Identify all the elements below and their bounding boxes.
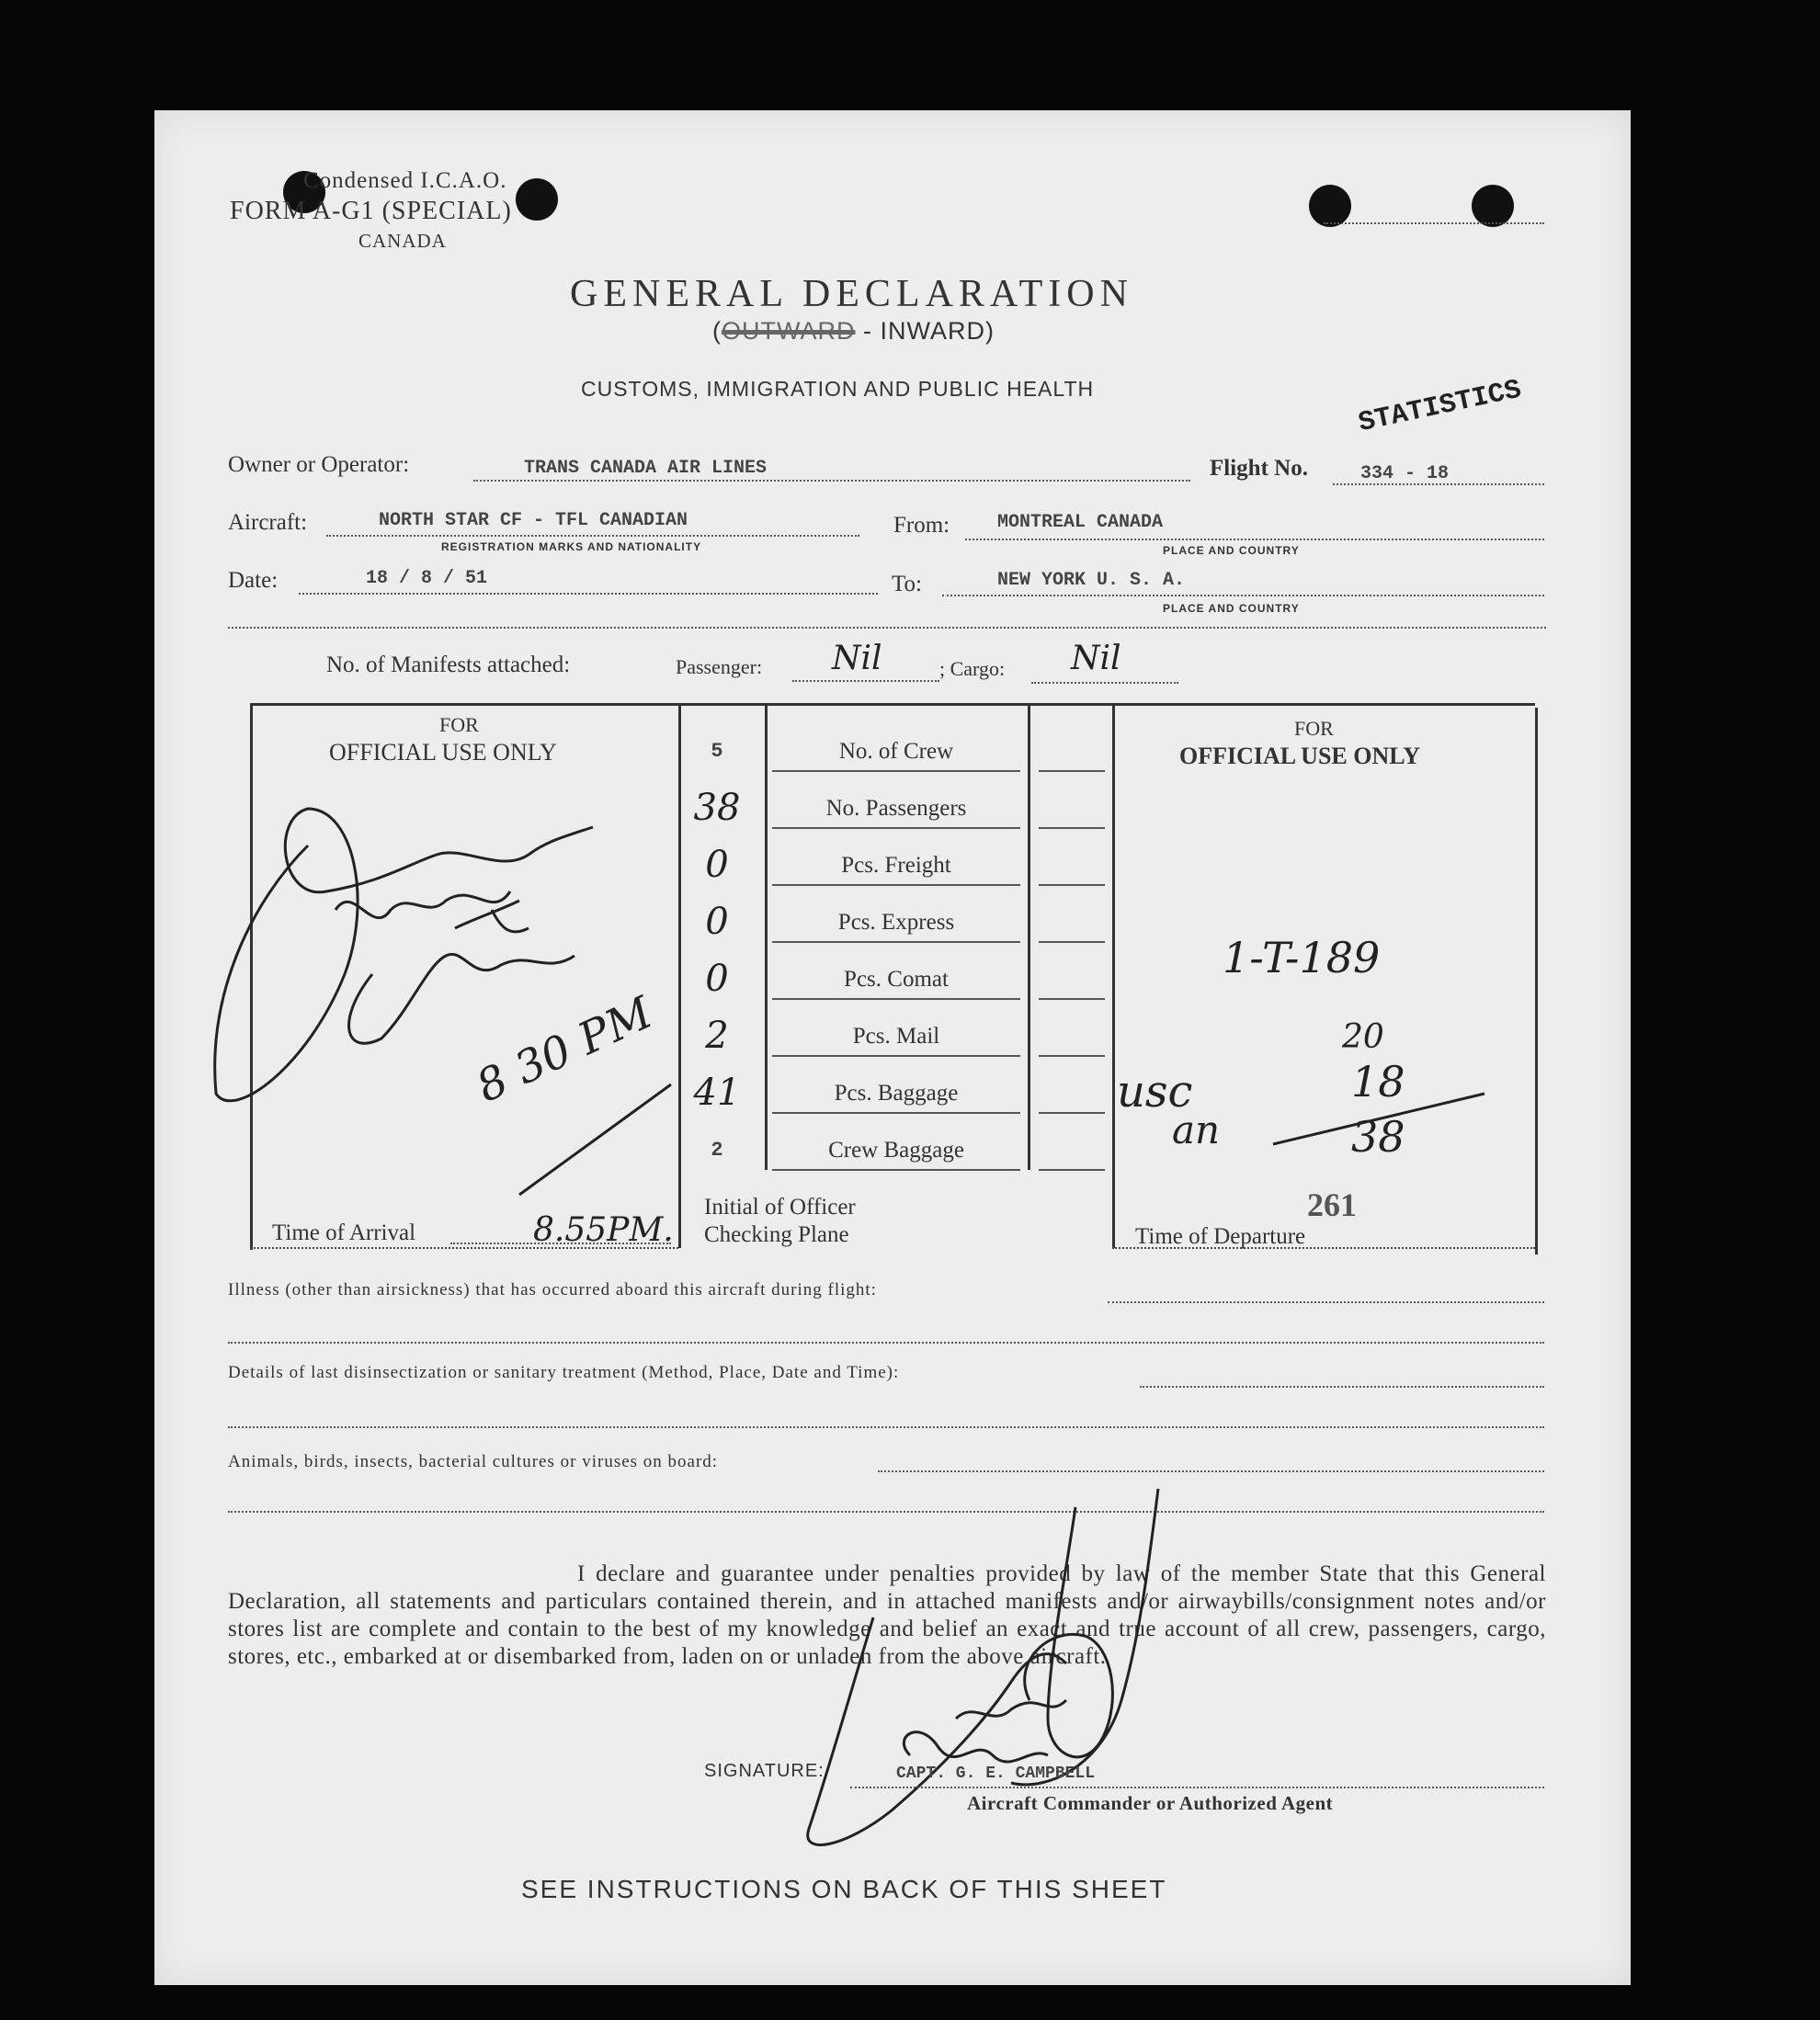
manifest-row-line [772,827,1020,829]
form-header-line1: Condensed I.C.A.O. [303,168,507,193]
header-dotted-line [1324,222,1544,224]
signature-caption: Aircraft Commander or Authorized Agent [967,1792,1334,1814]
signature-typed: CAPT. G. E. CAMPBELL [896,1765,1096,1783]
manifest-value: 0 [705,901,729,943]
right-note-4: 38 [1351,1112,1405,1162]
punch-hole-center [516,178,558,221]
subtitle-inward: - INWARD) [855,317,995,345]
owner-line [473,480,1190,482]
manifest-label: Pcs. Comat [844,967,949,992]
time-of-departure-label: Time of Departure [1135,1224,1306,1249]
to-caption: PLACE AND COUNTRY [1163,602,1300,615]
from-label: From: [893,513,950,538]
right-official-for: FOR [1294,717,1334,740]
cargo-value: Nil [1071,640,1121,677]
to-line [942,595,1544,596]
date-line [299,593,878,595]
manifest-label: No. of Crew [838,739,954,764]
right-official-title: OFFICIAL USE ONLY [1179,743,1420,769]
aircraft-line [326,535,859,537]
right-number: 261 [1307,1186,1357,1223]
illness-line-1 [1108,1301,1544,1303]
left-official-title: OFFICIAL USE ONLY [329,739,557,766]
manifest-value: 2 [711,1139,723,1162]
manifest-row-line [772,1169,1020,1171]
signature-label: SIGNATURE: [704,1761,825,1781]
illness-line-2 [228,1342,1544,1344]
right-note-2: 20 [1342,1018,1384,1056]
manifest-label: Pcs. Mail [852,1024,940,1049]
manifest-row-line [772,770,1020,772]
manifest-value: 0 [705,958,729,1000]
punch-hole-right-1 [1309,185,1351,227]
footer-instructions: SEE INSTRUCTIONS ON BACK OF THIS SHEET [521,1875,1167,1903]
table-divider-4 [1112,706,1115,1248]
manifest-check-line [1039,1112,1105,1114]
aircraft-value: NORTH STAR CF - TFL CANADIAN [379,510,688,531]
passenger-label: Passenger: [676,655,763,678]
manifest-row-line [772,1055,1020,1057]
flight-no-value: 334 - 18 [1360,463,1450,484]
flight-no-label: Flight No. [1210,456,1308,481]
manifest-value: 0 [705,844,729,886]
right-note-usc: usc [1117,1066,1193,1118]
separator-line [228,627,1546,629]
manifest-row-line [772,884,1020,886]
aircraft-label: Aircraft: [228,510,308,535]
date-value: 18 / 8 / 51 [366,568,488,589]
form-header-line3: CANADA [358,230,447,252]
subtitle-struck: OUTWARD [722,317,856,345]
subtitle-open: ( [712,317,722,345]
manifest-label: Crew Baggage [828,1138,964,1163]
manifest-value: 5 [711,740,723,763]
cargo-line [1031,682,1178,684]
to-label: To: [892,572,922,596]
arrival-value: 8.55PM. [533,1211,674,1249]
disinsect-line-2 [228,1426,1544,1428]
declaration-text: I declare and guarantee under penalties provided by law of the member State that this General Declaration, all statements and particulars contained therein, and in attached manifests and/or airwaybills/consignment notes and/or stores list are complete and contain to the best of my knowledge and belief an exact and true account of all crew, passengers, cargo, stores, etc., embarked at or disembarked from, laden on or unladen from the above aircraft. [228,1561,1546,1669]
from-value: MONTREAL CANADA [997,512,1164,533]
manifest-value: 41 [693,1072,741,1114]
manifest-check-line [1039,1169,1105,1171]
manifest-check-line [1039,770,1105,772]
manifest-check-line [1039,884,1105,886]
disinsect-line-1 [1140,1386,1544,1388]
manifest-label: Pcs. Baggage [834,1081,959,1106]
time-of-arrival-label: Time of Arrival [272,1220,416,1245]
table-divider-2 [765,706,768,1170]
to-value: NEW YORK U. S. A. [997,570,1186,591]
section-title: CUSTOMS, IMMIGRATION AND PUBLIC HEALTH [581,377,1095,401]
signature-line [850,1787,1544,1788]
official-time-handwritten: 8 30 PM [469,986,661,1113]
statistics-stamp: STATISTICS [1356,374,1525,440]
manifest-label: No. Passengers [825,796,967,821]
manifest-value: 38 [693,787,741,829]
cargo-label: ; Cargo: [939,657,1006,680]
illness-label: Illness (other than airsickness) that has occurred aboard this aircraft during flight: [228,1280,877,1299]
manifest-check-line [1039,941,1105,943]
table-border-right [1535,708,1538,1254]
manifest-label: Pcs. Freight [841,853,951,878]
manifest-label: Pcs. Express [837,910,955,935]
left-official-for: FOR [439,713,479,736]
animals-label: Animals, birds, insects, bacterial cultures or viruses on board: [228,1452,719,1471]
table-divider-3 [1028,706,1030,1170]
manifest-row-line [772,941,1020,943]
owner-value: TRANS CANADA AIR LINES [524,458,768,479]
flight-no-line [1333,483,1544,485]
date-label: Date: [228,568,279,593]
manifest-row-line [772,998,1020,1000]
official-time-underline [515,1075,680,1204]
animals-line-1 [878,1470,1544,1472]
right-note-1: 1-T-189 [1223,933,1381,982]
aircraft-caption: REGISTRATION MARKS AND NATIONALITY [441,540,702,553]
manifest-check-line [1039,998,1105,1000]
officer-label-2: Checking Plane [704,1222,849,1247]
manifest-check-line [1039,827,1105,829]
punch-hole-right-2 [1472,185,1514,227]
page-title: GENERAL DECLARATION [570,273,1133,315]
owner-label: Owner or Operator: [228,452,410,477]
passenger-line [792,680,939,682]
manifests-label: No. of Manifests attached: [326,653,571,677]
manifest-row-line [772,1112,1020,1114]
form-header-line2: FORM A-G1 (SPECIAL) [230,197,512,225]
right-note-3: 18 [1351,1057,1405,1106]
manifest-value: 2 [705,1015,729,1057]
manifest-check-line [1039,1055,1105,1057]
disinsect-label: Details of last disinsectization or sanitary treatment (Method, Place, Date and Time): [228,1363,900,1382]
officer-label-1: Initial of Officer [704,1195,856,1220]
page-subtitle [712,317,995,346]
right-note-cdn: an [1172,1107,1221,1152]
from-line [965,539,1544,540]
passenger-value: Nil [832,640,882,677]
from-caption: PLACE AND COUNTRY [1163,544,1300,557]
